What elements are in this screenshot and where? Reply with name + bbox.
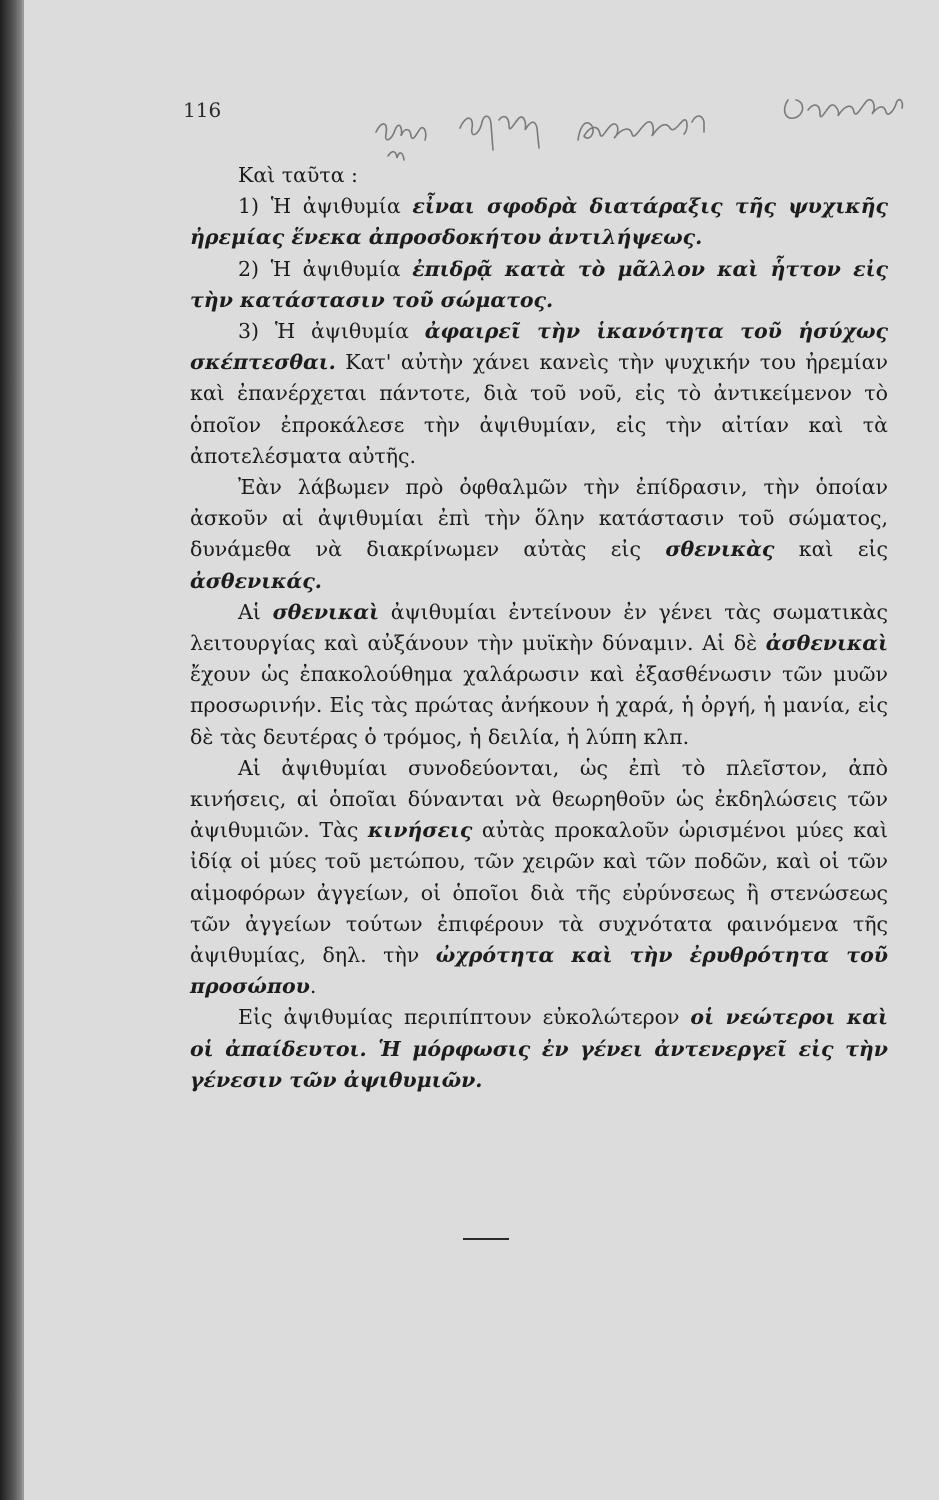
emphasized-text: ὠχρότητα καὶ τὴν ἐρυθρότητα τοῦ προσώπου	[190, 943, 888, 999]
emphasized-text: ἀσθενικάς.	[190, 568, 322, 593]
text-run: Ἐὰν λάβωμεν πρὸ ὀφθαλμῶν τὴν ἐπίδρασιν, τὴν ὁποίαν ἀσκοῦν αἱ ἀψιθυμίαι ἐπὶ τὴν ὅλην κατάστασιν τοῦ σώματος, δυνάμεθα νὰ διακρίνωμεν αὐτὰς εἰς	[190, 475, 888, 562]
text-run: 1) Ἡ ἀψιθυμία	[238, 194, 413, 219]
body-text	[190, 160, 888, 1096]
text-run: καὶ εἰς	[774, 537, 888, 562]
paragraph	[190, 1002, 888, 1096]
text-run: Αἱ	[238, 599, 273, 624]
paragraph	[190, 316, 888, 472]
emphasized-text: κινήσεις	[367, 818, 473, 843]
paragraph	[190, 597, 888, 753]
paragraph	[190, 160, 888, 191]
emphasized-text: ἐπιδρᾷ κατὰ τὸ μᾶλλον καὶ ἧττον εἰς τὴν κατάστασιν τοῦ σώματος.	[190, 256, 888, 312]
text-run: 2) Ἡ ἀψιθυμία	[238, 256, 413, 281]
text-run: Εἰς ἀψιθυμίας περιπίπτουν εὐκολώτερον	[238, 1005, 691, 1030]
text-run: Καὶ ταῦτα :	[238, 163, 358, 187]
handwritten-annotation	[368, 70, 928, 170]
text-run: ἔχουν ὡς ἐπακολούθημα χαλάρωσιν καὶ ἐξασθένωσιν τῶν μυῶν προσωρινήν. Εἰς τὰς πρώτας ἀνήκουν ἡ χαρά, ἡ ὀργή, ἡ μανία, εἰς δὲ τὰς δευτέρας ὁ τρόμος, ἡ δειλία, ἡ λύπη κλπ.	[190, 662, 888, 749]
text-run: .	[309, 974, 317, 999]
text-run: ἀψιθυμίαι ἐντείνουν ἐν γένει τὰς σωματικὰς λειτουργίας καὶ αὐξάνουν τὴν μυϊκὴν δύναμιν. Αἱ δὲ	[190, 599, 889, 656]
text-run: αὐτὰς προκαλοῦν ὡρισμένοι μύες καὶ ἰδίᾳ οἱ μύες τοῦ μετώπου, τῶν χειρῶν καὶ τῶν ποδῶν, καὶ οἱ τῶν αἱμοφόρων ἀγγείων, οἱ ὁποῖοι διὰ τῆς εὐρύνσεως ἢ στενώσεως τῶν ἀγγείων τούτων ἐπιφέρουν τὰ συχνότατα φαινόμενα τῆς ἀψιθυμίας, δηλ. τὴν	[190, 818, 888, 968]
text-run: Κατ' αὐτὴν χάνει κανεὶς τὴν ψυχικήν του ἠρεμίαν καὶ ἐπανέρχεται πάντοτε, διὰ τοῦ νοῦ, εἰς τὸ ἀντικείμενον τὸ ὁποῖον ἐπροκάλεσε τὴν ἀψιθυμίαν, εἰς τὴν αἰτίαν καὶ τὰ ἀποτελέσματα αὐτῆς.	[190, 350, 888, 468]
text-run: 3) Ἡ ἀψιθυμία	[238, 319, 425, 344]
emphasized-text: οἱ νεώτεροι καὶ οἱ ἀπαίδευτοι. Ἡ μόρφωσις ἐν γένει ἀντενεργεῖ εἰς τὴν γένεσιν τῶν ἀψιθυμιῶν.	[190, 1005, 888, 1092]
book-spine	[0, 0, 22, 1500]
emphasized-text: ἀσθενικαὶ	[765, 631, 888, 656]
page-number: 116	[183, 98, 222, 122]
paragraph	[190, 191, 888, 253]
section-end-rule	[463, 1238, 509, 1240]
emphasized-text: εἶναι σφοδρὰ διατάραξις τῆς ψυχικῆς ἠρεμίας ἕνεκα ἀπροσδοκήτου ἀντιλήψεως.	[190, 194, 888, 250]
text-run: Αἱ ἀψιθυμίαι συνοδεύονται, ὡς ἐπὶ τὸ πλεῖστον, ἀπὸ κινήσεις, αἱ ὁποῖαι δύνανται νὰ θεωρηθοῦν ὡς ἐκδηλώσεις τῶν ἀψιθυμιῶν. Τὰς	[190, 755, 888, 843]
paragraph	[190, 254, 888, 316]
paragraph	[190, 472, 888, 597]
emphasized-text: σθενικὰς	[665, 537, 775, 562]
emphasized-text: ἀφαιρεῖ τὴν ἱκανότητα τοῦ ἡσύχως σκέπτεσθαι.	[190, 319, 888, 375]
paragraph	[190, 753, 888, 1003]
emphasized-text: σθενικαὶ	[272, 599, 380, 624]
